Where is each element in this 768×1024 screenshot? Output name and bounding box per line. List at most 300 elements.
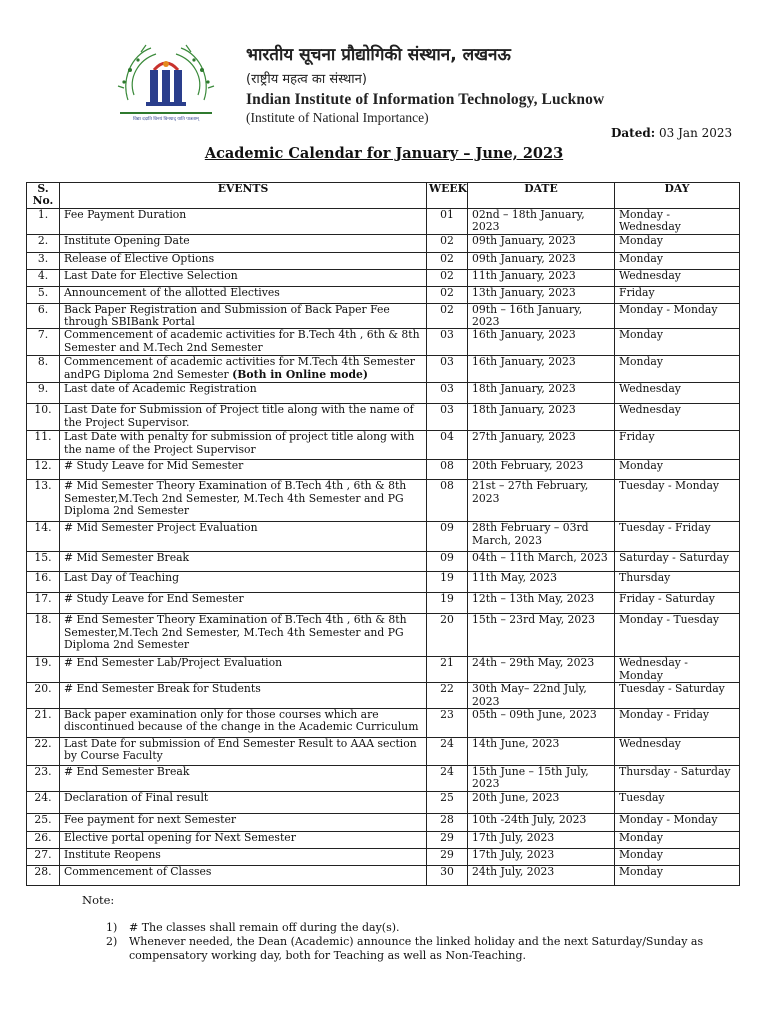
row-sno-text: 6. [37, 302, 49, 316]
table-row [27, 460, 740, 480]
row-day-text: Monday [619, 864, 663, 878]
row-sno-text: 28. [34, 864, 52, 878]
row-day-text: Monday [619, 355, 663, 369]
row-week-text: 03 [440, 382, 454, 396]
row-sno [27, 480, 60, 522]
row-event [60, 766, 427, 792]
row-sno-text: 15. [34, 551, 52, 565]
row-event [60, 593, 427, 614]
row-date-text: 16th January, 2023 [472, 355, 576, 369]
institute-subtitle-hindi: (राष्ट्रीय महत्व का संस्थान) [246, 72, 367, 87]
row-day-text: Monday - Wednesday [619, 207, 681, 234]
row-date-text: 14th June, 2023 [472, 737, 560, 751]
row-event-text: Commencement of Classes [64, 864, 212, 878]
row-week-text: 24 [440, 737, 454, 751]
table-row [27, 657, 740, 683]
row-day [615, 269, 740, 286]
row-week-text: 03 [440, 355, 454, 369]
table-row [27, 252, 740, 269]
row-date [468, 831, 615, 848]
row-event [60, 208, 427, 234]
row-event-text: Fee Payment Duration [64, 207, 187, 221]
row-week-text: 04 [440, 430, 454, 444]
row-week [427, 738, 468, 766]
row-day-text: Wednesday [619, 403, 681, 417]
row-date-text: 18th January, 2023 [472, 403, 576, 417]
row-day-text: Monday - Monday [619, 812, 718, 826]
row-day [615, 286, 740, 303]
row-day-text: Thursday [619, 571, 671, 585]
row-date [468, 522, 615, 552]
row-event-text: # End Semester Break for Students [64, 682, 261, 696]
row-sno [27, 572, 60, 593]
row-day-text: Tuesday - Monday [619, 479, 720, 493]
row-week-text: 22 [440, 682, 454, 696]
row-sno-text: 10. [34, 403, 52, 417]
row-day-text: Friday - Saturday [619, 592, 715, 606]
row-date-text: 05th – 09th June, 2023 [472, 708, 597, 722]
row-sno [27, 208, 60, 234]
row-sno-text: 24. [34, 790, 52, 804]
row-event [60, 865, 427, 885]
row-week [427, 269, 468, 286]
row-week [427, 329, 468, 356]
row-date [468, 404, 615, 431]
row-day-text: Monday - Monday [619, 302, 718, 316]
row-date-text: 20th February, 2023 [472, 459, 584, 473]
row-sno-text: 5. [37, 285, 49, 299]
row-week [427, 683, 468, 709]
row-event-text: # Study Leave for End Semester [64, 592, 244, 606]
row-week-text: 30 [440, 864, 454, 878]
row-sno [27, 252, 60, 269]
row-week-text: 09 [440, 551, 454, 565]
row-sno-text: 8. [37, 355, 49, 369]
row-event-text: Last date of Academic Registration [64, 382, 257, 396]
row-date [468, 460, 615, 480]
table-row [27, 572, 740, 593]
row-sno-text: 22. [34, 737, 52, 751]
row-date-text: 24th July, 2023 [472, 864, 555, 878]
table-row [27, 813, 740, 831]
row-day-text: Friday [619, 285, 655, 299]
row-week [427, 356, 468, 383]
row-date [468, 738, 615, 766]
row-date-text: 17th July, 2023 [472, 830, 555, 844]
row-week [427, 303, 468, 329]
row-event [60, 791, 427, 813]
note-number: 1) [106, 921, 118, 934]
table-row [27, 791, 740, 813]
table-row [27, 522, 740, 552]
row-event [60, 831, 427, 848]
row-date [468, 480, 615, 522]
row-day [615, 572, 740, 593]
table-row [27, 738, 740, 766]
row-week [427, 848, 468, 865]
row-event [60, 480, 427, 522]
table-row [27, 329, 740, 356]
table-row [27, 480, 740, 522]
row-sno-text: 9. [37, 382, 49, 396]
row-sno [27, 460, 60, 480]
row-day-text: Monday - Tuesday [619, 613, 720, 627]
row-event [60, 404, 427, 431]
row-week [427, 480, 468, 522]
row-week-text: 02 [440, 268, 454, 282]
row-day [615, 356, 740, 383]
row-event [60, 431, 427, 460]
row-day-text: Wednesday [619, 737, 681, 751]
row-sno-text: 4. [37, 268, 49, 282]
row-event-text: # End Semester Theory Examination of B.Tech 4th , 6th & 8th Semester,M.Tech 2nd Semester, M.Tech 4th Semester and PG Diploma 2nd Semester [64, 613, 407, 652]
row-day-text: Wednesday - Monday [619, 656, 688, 682]
note-label: Note: [82, 893, 115, 907]
calendar-table [26, 182, 740, 886]
table-row [27, 848, 740, 865]
row-date [468, 269, 615, 286]
row-event [60, 234, 427, 252]
row-day [615, 738, 740, 766]
table-row [27, 593, 740, 614]
letterhead [0, 0, 768, 140]
row-date [468, 614, 615, 657]
table-row [27, 766, 740, 792]
row-sno-text: 18. [34, 613, 52, 627]
row-event [60, 572, 427, 593]
row-day-text: Monday - Friday [619, 708, 710, 722]
row-date [468, 766, 615, 792]
header-day: DAY [615, 183, 740, 209]
row-week-text: 09 [440, 521, 454, 535]
row-sno-text: 25. [34, 812, 52, 826]
header-week: WEEK [427, 183, 468, 209]
calendar-body [27, 208, 740, 885]
row-sno [27, 552, 60, 572]
table-row [27, 404, 740, 431]
row-event [60, 657, 427, 683]
row-sno-text: 3. [37, 251, 49, 265]
row-day [615, 404, 740, 431]
row-event-text: Commencement of academic activities for B.Tech 4th , 6th & 8th Semester and M.Tech 2nd Semester [64, 328, 420, 354]
row-sno-text: 19. [34, 656, 52, 670]
row-day-text: Monday [619, 847, 663, 861]
row-day-text: Wednesday [619, 382, 681, 396]
row-event-text: Fee payment for next Semester [64, 812, 237, 826]
row-day-text: Tuesday - Friday [619, 521, 711, 535]
table-row [27, 552, 740, 572]
row-date [468, 383, 615, 404]
row-event [60, 356, 427, 383]
row-day-text: Monday [619, 459, 663, 473]
row-sno-text: 27. [34, 847, 52, 861]
row-date-text: 30th May– 22nd July, 2023 [472, 682, 587, 708]
row-event-text: Back Paper Registration and Submission of Back Paper Fee through SBIBank Portal [64, 302, 390, 329]
row-sno-text: 26. [34, 830, 52, 844]
row-day [615, 865, 740, 885]
row-date-text: 28th February – 03rd March, 2023 [472, 521, 589, 547]
row-sno-text: 11. [34, 430, 52, 444]
row-day-text: Monday [619, 328, 663, 342]
row-sno-text: 16. [34, 571, 52, 585]
row-day-text: Monday [619, 251, 663, 265]
table-row [27, 234, 740, 252]
logo-motto: विद्या ददाति विनयं विनयाद् याति पात्रताम् [133, 117, 199, 122]
note-item [106, 935, 726, 963]
row-sno-text: 12. [34, 459, 52, 473]
row-week-text: 02 [440, 285, 454, 299]
row-date-text: 15th – 23rd May, 2023 [472, 613, 596, 627]
row-date [468, 329, 615, 356]
table-row [27, 614, 740, 657]
note-item [106, 921, 726, 935]
row-date [468, 552, 615, 572]
row-week-text: 01 [440, 207, 454, 221]
row-week [427, 460, 468, 480]
row-week-text: 29 [440, 847, 454, 861]
row-day [615, 848, 740, 865]
row-day [615, 766, 740, 792]
row-day [615, 614, 740, 657]
row-day [615, 683, 740, 709]
row-day [615, 552, 740, 572]
row-date [468, 356, 615, 383]
table-row [27, 356, 740, 383]
row-sno [27, 269, 60, 286]
row-date [468, 791, 615, 813]
row-event-text: Institute Opening Date [64, 233, 190, 247]
row-event [60, 813, 427, 831]
row-day [615, 234, 740, 252]
row-week [427, 234, 468, 252]
row-week-text: 08 [440, 479, 454, 493]
row-event [60, 303, 427, 329]
row-day [615, 709, 740, 738]
row-sno [27, 791, 60, 813]
row-day [615, 831, 740, 848]
row-day-text: Friday [619, 430, 655, 444]
row-sno [27, 522, 60, 552]
row-date-text: 09th January, 2023 [472, 233, 576, 247]
row-week-text: 02 [440, 233, 454, 247]
row-week [427, 404, 468, 431]
row-date-text: 21st – 27th February, 2023 [472, 479, 589, 505]
note-number: 2) [106, 935, 118, 948]
row-week-text: 21 [440, 656, 454, 670]
row-sno [27, 356, 60, 383]
row-day [615, 657, 740, 683]
row-date-text: 17th July, 2023 [472, 847, 555, 861]
row-event-text: Back paper examination only for those courses which are discontinued because of the change in the Academic Curriculum [64, 708, 419, 734]
institute-logo-icon [116, 40, 216, 122]
row-day [615, 480, 740, 522]
row-event-text: Last Date for Elective Selection [64, 268, 238, 282]
row-sno [27, 709, 60, 738]
row-date-text: 16th January, 2023 [472, 328, 576, 342]
table-row [27, 683, 740, 709]
row-week-text: 23 [440, 708, 454, 722]
row-day-text: Thursday - Saturday [619, 765, 731, 779]
row-day-text: Tuesday - Saturday [619, 682, 725, 696]
row-date [468, 572, 615, 593]
row-event-text: Last Date with penalty for submission of project title along with the name of the Project Supervisor [64, 430, 415, 456]
row-day [615, 383, 740, 404]
row-date-text: 02nd – 18th January, 2023 [472, 207, 585, 234]
row-date [468, 303, 615, 329]
row-date [468, 286, 615, 303]
row-date-text: 09th – 16th January, 2023 [472, 302, 583, 329]
row-week-text: 19 [440, 571, 454, 585]
row-week [427, 709, 468, 738]
row-sno [27, 848, 60, 865]
row-week [427, 431, 468, 460]
row-sno [27, 404, 60, 431]
table-row [27, 831, 740, 848]
institute-name-english: Indian Institute of Information Technology, Lucknow [246, 91, 605, 108]
row-week [427, 552, 468, 572]
row-date-text: 04th – 11th March, 2023 [472, 551, 608, 565]
row-event [60, 552, 427, 572]
row-event-text: Elective portal opening for Next Semester [64, 830, 296, 844]
row-event-text: Last Day of Teaching [64, 571, 179, 585]
row-sno-text: 17. [34, 592, 52, 606]
row-day [615, 431, 740, 460]
row-week [427, 572, 468, 593]
row-day [615, 791, 740, 813]
row-week [427, 657, 468, 683]
row-event-text: Last Date for Submission of Project title along with the name of the Project Supervisor. [64, 403, 414, 429]
row-week-text: 29 [440, 830, 454, 844]
row-week [427, 252, 468, 269]
row-date [468, 657, 615, 683]
row-sno [27, 738, 60, 766]
dated-line [611, 126, 732, 140]
row-event [60, 460, 427, 480]
row-sno [27, 831, 60, 848]
row-week [427, 593, 468, 614]
row-week-text: 28 [440, 812, 454, 826]
row-date [468, 848, 615, 865]
row-date [468, 208, 615, 234]
row-date-text: 18th January, 2023 [472, 382, 576, 396]
row-sno-text: 13. [34, 479, 52, 493]
row-week [427, 286, 468, 303]
row-event-text: Declaration of Final result [64, 790, 209, 804]
row-event [60, 269, 427, 286]
header-events: EVENTS [60, 183, 427, 209]
row-week-text: 02 [440, 251, 454, 265]
row-date [468, 234, 615, 252]
dated-label: Dated: [611, 126, 656, 140]
table-row [27, 431, 740, 460]
table-row [27, 269, 740, 286]
table-row [27, 286, 740, 303]
row-sno-text: 23. [34, 765, 52, 779]
row-date-text: 10th -24th July, 2023 [472, 812, 587, 826]
row-event-text: # Mid Semester Project Evaluation [64, 521, 258, 535]
row-event-text: # End Semester Break [64, 765, 190, 779]
row-week [427, 813, 468, 831]
row-event [60, 383, 427, 404]
row-date-text: 20th June, 2023 [472, 790, 560, 804]
row-day [615, 593, 740, 614]
table-row [27, 303, 740, 329]
notes-list [106, 921, 726, 963]
row-event-text: # End Semester Lab/Project Evaluation [64, 656, 283, 670]
row-date [468, 709, 615, 738]
row-event [60, 738, 427, 766]
row-event-text: # Mid Semester Theory Examination of B.Tech 4th , 6th & 8th Semester,M.Tech 2nd Semester, M.Tech 4th Semester and PG Diploma 2nd Semester [64, 479, 407, 518]
row-week-text: 02 [440, 302, 454, 316]
institute-name-hindi: भारतीय सूचना प्रौद्योगिकी संस्थान, लखनऊ [246, 45, 511, 65]
row-sno-text: 20. [34, 682, 52, 696]
row-day [615, 813, 740, 831]
row-sno [27, 813, 60, 831]
row-week [427, 766, 468, 792]
row-sno [27, 657, 60, 683]
row-event [60, 252, 427, 269]
row-date-text: 12th – 13th May, 2023 [472, 592, 595, 606]
row-event-text: Last Date for submission of End Semester Result to AAA section by Course Faculty [64, 737, 417, 763]
row-sno [27, 614, 60, 657]
row-day [615, 208, 740, 234]
row-event-text: Release of Elective Options [64, 251, 215, 265]
header-date: DATE [468, 183, 615, 209]
row-sno [27, 431, 60, 460]
row-date [468, 593, 615, 614]
row-week [427, 383, 468, 404]
row-sno [27, 683, 60, 709]
row-event-text: # Mid Semester Break [64, 551, 190, 565]
row-date [468, 813, 615, 831]
row-day [615, 522, 740, 552]
row-week-text: 03 [440, 328, 454, 342]
row-sno [27, 593, 60, 614]
row-day-text: Monday [619, 233, 663, 247]
table-row [27, 208, 740, 234]
row-sno [27, 329, 60, 356]
institute-subtitle-english: (Institute of National Importance) [246, 110, 429, 125]
row-date-text: 24th – 29th May, 2023 [472, 656, 595, 670]
row-date [468, 865, 615, 885]
row-day [615, 460, 740, 480]
row-event [60, 286, 427, 303]
row-sno-text: 21. [34, 708, 52, 722]
table-row [27, 383, 740, 404]
row-sno [27, 383, 60, 404]
row-sno [27, 234, 60, 252]
row-event-text: Announcement of the allotted Electives [64, 285, 280, 299]
table-header-row [27, 183, 740, 209]
row-date-text: 09th January, 2023 [472, 251, 576, 265]
row-event [60, 683, 427, 709]
row-date [468, 683, 615, 709]
row-sno-text: 2. [37, 233, 49, 247]
row-day [615, 303, 740, 329]
row-date-text: 15th June – 15th July, 2023 [472, 765, 589, 791]
row-day [615, 252, 740, 269]
row-week-text: 03 [440, 403, 454, 417]
row-event-text: Institute Reopens [64, 847, 161, 861]
row-day-text: Monday [619, 830, 663, 844]
row-sno [27, 286, 60, 303]
row-event [60, 848, 427, 865]
row-day-text: Saturday - Saturday [619, 551, 729, 565]
row-sno [27, 303, 60, 329]
row-week [427, 865, 468, 885]
row-event [60, 614, 427, 657]
row-event-emphasis: (Both in Online mode) [232, 367, 368, 381]
